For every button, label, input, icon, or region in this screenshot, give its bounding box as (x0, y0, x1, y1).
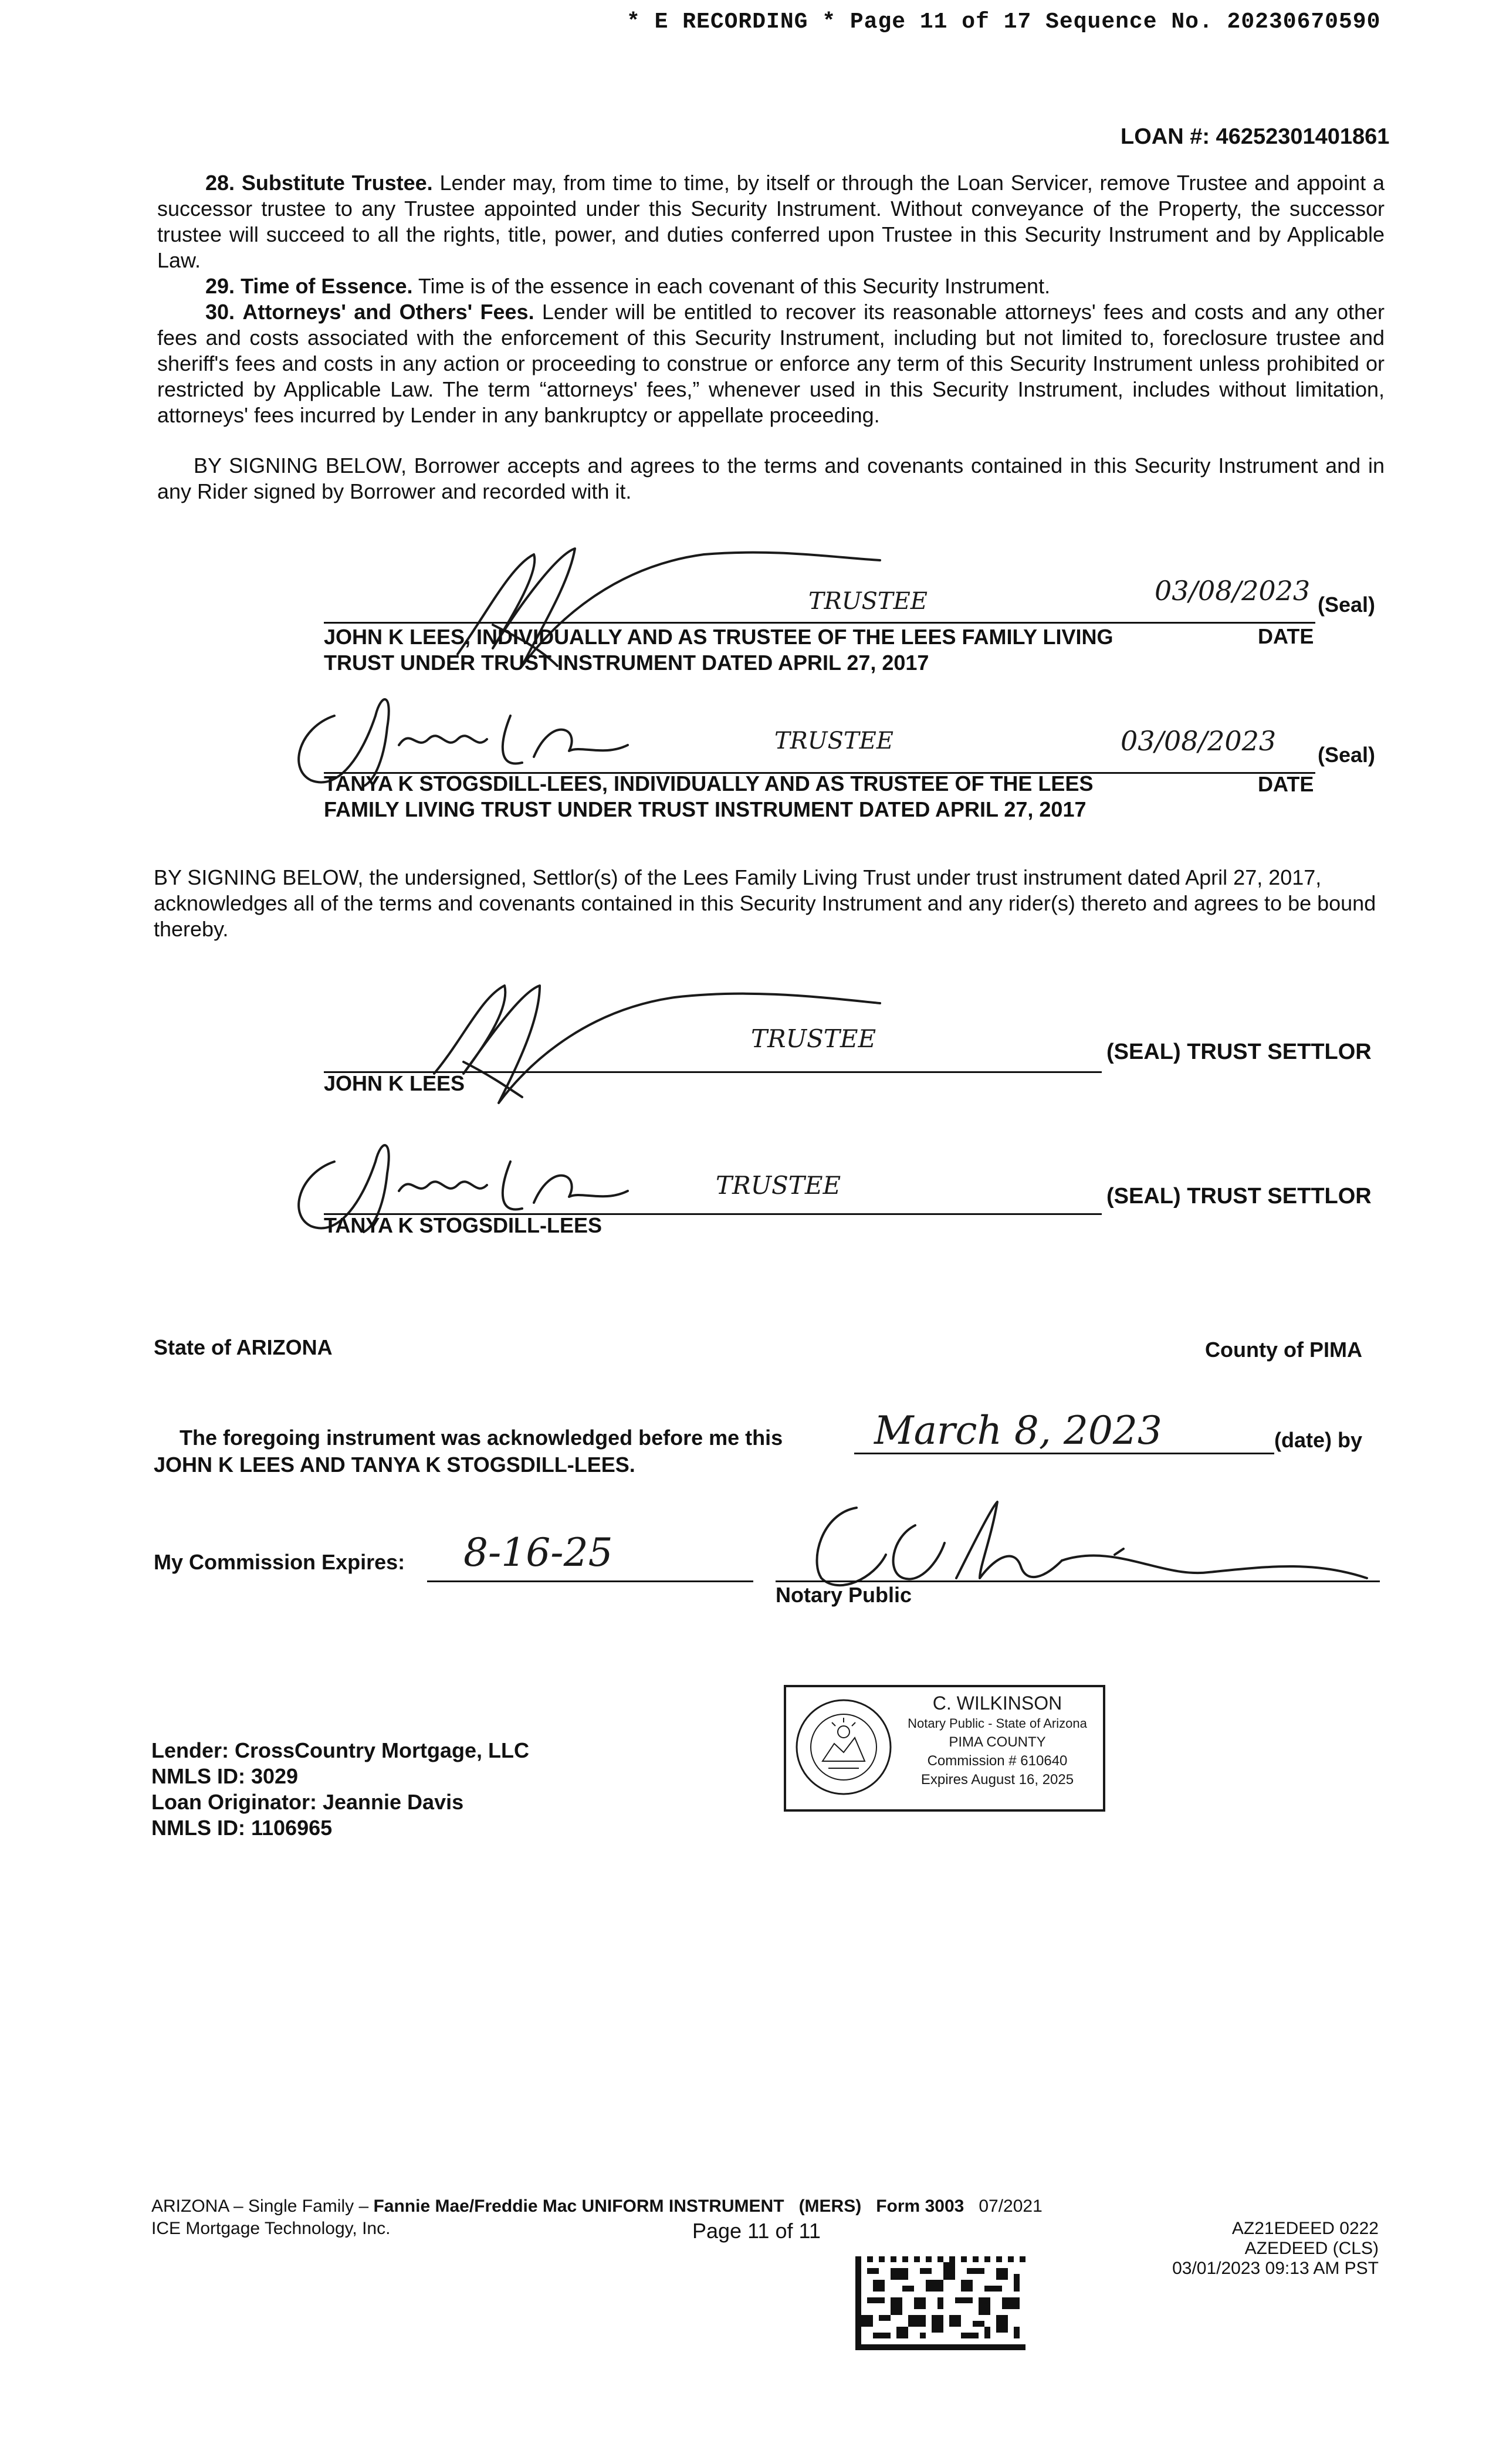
handwritten-title: TRUSTEE (751, 1024, 876, 1053)
signer-name-line: TRUST UNDER TRUST INSTRUMENT DATED APRIL 27, 2017 (324, 651, 929, 675)
loan-originator: Loan Originator: Jeannie Davis (151, 1790, 464, 1814)
form-instrument: Fannie Mae/Freddie Mac UNIFORM INSTRUMENT (373, 2196, 784, 2216)
notary-county: County of PIMA (1205, 1338, 1362, 1362)
handwritten-date: 03/08/2023 (1121, 725, 1277, 757)
form-code: AZEDEED (CLS) (1244, 2239, 1379, 2258)
signature-line (324, 622, 1315, 624)
commission-expires: 8-16-25 (463, 1530, 613, 1575)
date-label: DATE (1258, 624, 1314, 648)
stamp-text (898, 1692, 1097, 1789)
section-text: Lender may, from time to time, by itself or through the Loan Servicer, remove Trustee and appoint a successor trustee to any Trustee appointed under this Security Instrument. Without conveyance of the Property, the successor trustee will succeed to all the rights, title, power, and duties conferred upon Trustee in this Security Instrument and by Applicable Law. (157, 171, 1385, 272)
originator-nmls: NMLS ID: 1106965 (151, 1816, 333, 1840)
signer-name (324, 771, 1093, 823)
state-seal-icon (793, 1697, 894, 1798)
acknowledgment-date: March 8, 2023 (874, 1408, 1162, 1453)
commission-label: My Commission Expires: (154, 1550, 405, 1574)
seal-label: (Seal) (1318, 593, 1376, 617)
notary-stamp (784, 1685, 1105, 1812)
notary-public-label: Notary Public (776, 1583, 912, 1607)
handwritten-title: TRUSTEE (716, 1171, 841, 1200)
acknowledgment-text: The foregoing instrument was acknowledged before me this (180, 1426, 783, 1450)
handwritten-date: 03/08/2023 (1155, 575, 1311, 607)
lender-nmls: NMLS ID: 3029 (151, 1764, 299, 1788)
stamp-line: PIMA COUNTY (949, 1734, 1046, 1750)
section-number: 30. (205, 300, 235, 324)
section-list (157, 170, 1385, 428)
handwritten-title: TRUSTEE (808, 588, 928, 615)
lender-info (151, 1738, 529, 1841)
notary-signature-line (776, 1580, 1380, 1582)
section-title: Substitute Trustee. (241, 171, 433, 195)
settlor-name: JOHN K LEES (324, 1071, 465, 1095)
notary-state: State of ARIZONA (154, 1335, 333, 1359)
handwritten-title: TRUSTEE (774, 727, 893, 754)
stamp-line: Commission # 610640 (927, 1753, 1068, 1769)
signer-name (324, 624, 1113, 676)
form-code: AZ21EDEED 0222 (1231, 2219, 1379, 2238)
signer-name-line: FAMILY LIVING TRUST UNDER TRUST INSTRUMENT DATED APRIL 27, 2017 (324, 797, 1087, 821)
form-codes (1162, 2219, 1379, 2279)
lender-name: Lender: CrossCountry Mortgage, LLC (151, 1738, 530, 1762)
date-label: DATE (1258, 772, 1314, 796)
company-name: ICE Mortgage Technology, Inc. (151, 2219, 391, 2238)
section-title: Time of Essence. (241, 274, 413, 298)
section-30 (157, 299, 1385, 428)
acknowledgment-names: JOHN K LEES AND TANYA K STOGSDILL-LEES. (154, 1453, 635, 1477)
signing-statement: BY SIGNING BELOW, Borrower accepts and agrees to the terms and covenants contained in this Security Instrument and in any Rider signed by Borrower and recorded with it. (157, 453, 1385, 503)
section-text: Lender will be entitled to recover its reasonable attorneys' fees and costs and any other fees and costs associated with the enforcement of this Security Instrument, including but not limited to, foreclosure trustee and sheriff's fees and costs in any action or proceeding to construe or enforce any term of this Security Instrument unless prohibited or restricted by Applicable Law. The term “attorneys' fees,” whenever used in this Security Instrument, includes without limitation, attorneys' fees incurred by Lender in any bankruptcy or appellate proceeding. (157, 300, 1385, 427)
form-number: Form 3003 (876, 2196, 964, 2216)
section-text: Time is of the essence in each covenant of this Security Instrument. (418, 274, 1051, 298)
seal-label: (Seal) (1318, 743, 1376, 767)
section-number: 28. (205, 171, 235, 195)
stamp-notary-name: C. WILKINSON (932, 1693, 1062, 1714)
signer-name-line: TANYA K STOGSDILL-LEES, INDIVIDUALLY AND AS TRUSTEE OF THE LEES (324, 771, 1094, 796)
settlor-statement: BY SIGNING BELOW, the undersigned, Settlor(s) of the Lees Family Living Trust under trust instrument dated April 27, 2017, acknowledges all of the terms and covenants contained in this Security Instrument and any rider(s) thereto and agrees to be bound thereby. (154, 865, 1376, 941)
loan-number: LOAN #: 46252301401861 (1121, 124, 1390, 149)
form-date: 07/2021 (979, 2196, 1043, 2216)
section-title: Attorneys' and Others' Fees. (242, 300, 534, 324)
page-number: Page 11 of 11 (692, 2219, 821, 2243)
stamp-line: Expires August 16, 2025 (920, 1772, 1074, 1788)
barcode-icon (854, 2256, 1027, 2350)
form-timestamp: 03/01/2023 09:13 AM PST (1172, 2259, 1379, 2278)
signer-name-line: JOHN K LEES, INDIVIDUALLY AND AS TRUSTEE OF THE LEES FAMILY LIVING (324, 625, 1113, 649)
recording-header: * E RECORDING * Page 11 of 17 Sequence No. 20230670590 (627, 9, 1381, 35)
form-state: ARIZONA – Single Family – (151, 2196, 374, 2216)
section-29 (157, 273, 1385, 299)
date-line (854, 1453, 1274, 1454)
commission-line (427, 1580, 753, 1582)
settlor-label: (SEAL) TRUST SETTLOR (1106, 1040, 1372, 1064)
form-footer-line (151, 2196, 1043, 2216)
stamp-line: Notary Public - State of Arizona (908, 1716, 1087, 1731)
date-by-label: (date) by (1274, 1428, 1363, 1452)
form-mers: (MERS) (798, 2196, 862, 2216)
settlor-label: (SEAL) TRUST SETTLOR (1106, 1184, 1372, 1209)
settlor-name: TANYA K STOGSDILL-LEES (324, 1213, 603, 1237)
section-28 (157, 170, 1385, 273)
section-number: 29. (205, 274, 235, 298)
